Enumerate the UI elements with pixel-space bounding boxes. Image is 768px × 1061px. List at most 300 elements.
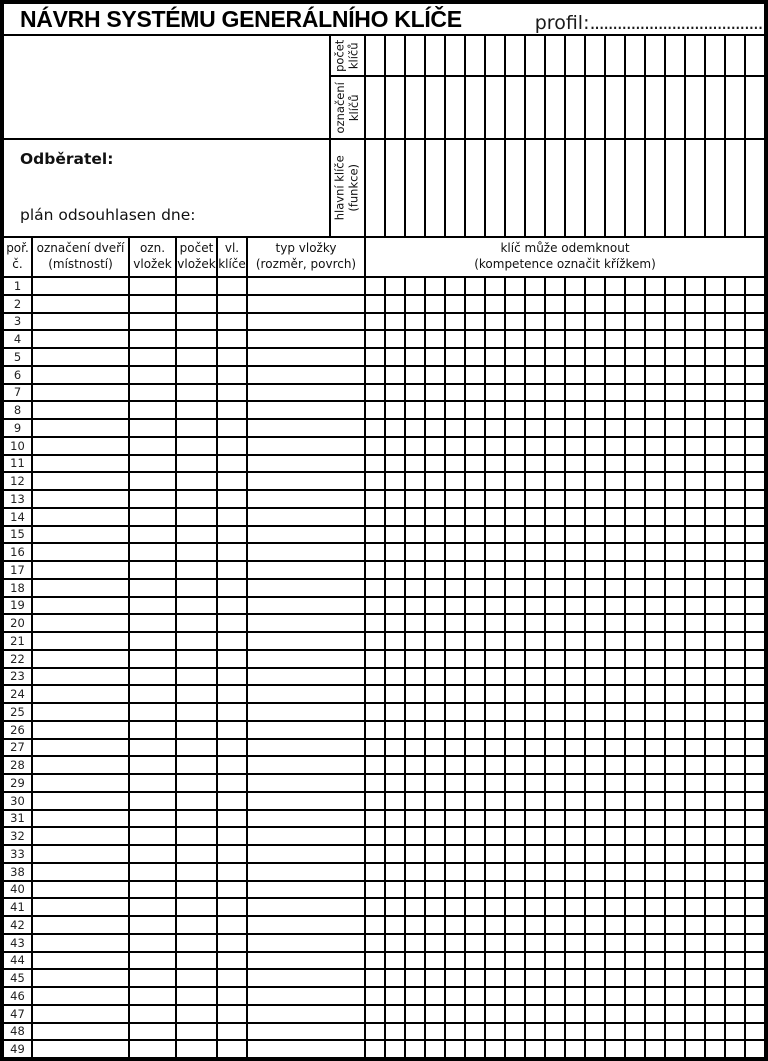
row-cell-poc (177, 935, 218, 951)
key-cell (606, 438, 626, 454)
key-cell (746, 1006, 764, 1022)
key-cell (646, 296, 666, 312)
row-cell-typ (248, 740, 366, 756)
key-cell (486, 473, 506, 489)
row-cell-door (33, 846, 130, 862)
row-cell-vl (218, 385, 248, 401)
key-cell (546, 651, 566, 667)
row-key-cells (366, 314, 764, 330)
key-cell (726, 633, 746, 649)
key-cell (626, 722, 646, 738)
key-cell (726, 828, 746, 844)
key-grid-cell (486, 140, 506, 236)
key-cell (606, 970, 626, 986)
row-cell-poc (177, 686, 218, 702)
row-number: 11 (4, 456, 33, 472)
key-cell (566, 562, 586, 578)
key-cell (626, 278, 646, 294)
key-cell (446, 775, 466, 791)
key-cell (746, 456, 764, 472)
key-cell (386, 527, 406, 543)
row-cell-poc (177, 598, 218, 614)
row-number: 12 (4, 473, 33, 489)
row-cell-door (33, 278, 130, 294)
row-cell-vl (218, 811, 248, 827)
key-grid-cell (546, 77, 566, 138)
row-cell-poc (177, 1024, 218, 1040)
key-cell (506, 420, 526, 436)
key-cell (666, 456, 686, 472)
key-cell (706, 970, 726, 986)
key-cell (706, 917, 726, 933)
key-cell (486, 580, 506, 596)
table-row (4, 864, 764, 882)
row-cell-vl (218, 775, 248, 791)
key-grid-cell (706, 140, 726, 236)
row-cell-ozn (130, 314, 177, 330)
key-cell (486, 1024, 506, 1040)
row-cell-door (33, 420, 130, 436)
row-number: 49 (4, 1041, 33, 1057)
key-cell (506, 278, 526, 294)
key-cell (646, 846, 666, 862)
key-cell (606, 314, 626, 330)
key-cell (506, 882, 526, 898)
row-cell-typ (248, 846, 366, 862)
row-cell-ozn (130, 686, 177, 702)
row-cell-poc (177, 509, 218, 525)
key-cell (646, 669, 666, 685)
key-cell (386, 633, 406, 649)
key-cell (526, 544, 546, 560)
row-key-cells (366, 402, 764, 418)
key-cell (546, 882, 566, 898)
key-cell (606, 686, 626, 702)
row-cell-poc (177, 828, 218, 844)
row-cell-typ (248, 562, 366, 578)
key-cell (366, 296, 386, 312)
key-cell (726, 917, 746, 933)
row-cell-vl (218, 1006, 248, 1022)
key-cell (686, 775, 706, 791)
row-cell-door (33, 899, 130, 915)
key-cell (606, 278, 626, 294)
table-row (4, 1006, 764, 1024)
row-cell-vl (218, 740, 248, 756)
table-row (4, 331, 764, 349)
row-cell-ozn (130, 757, 177, 773)
key-cell (506, 935, 526, 951)
key-cell (486, 296, 506, 312)
key-cell (406, 757, 426, 773)
key-cell (426, 544, 446, 560)
key-cell (606, 1041, 626, 1057)
row-cell-poc (177, 651, 218, 667)
key-cell (626, 402, 646, 418)
key-cell (566, 811, 586, 827)
row-cell-vl (218, 544, 248, 560)
row-cell-ozn (130, 899, 177, 915)
key-cell (526, 1024, 546, 1040)
key-cell (726, 385, 746, 401)
row-cell-vl (218, 757, 248, 773)
table-row (4, 793, 764, 811)
key-grid-cell (446, 140, 466, 236)
key-cell (606, 882, 626, 898)
row-cell-ozn (130, 917, 177, 933)
row-cell-poc (177, 385, 218, 401)
key-cell (666, 278, 686, 294)
row-key-cells (366, 491, 764, 507)
key-grid-cell (406, 140, 426, 236)
key-cell (746, 509, 764, 525)
row-cell-ozn (130, 544, 177, 560)
row-cell-typ (248, 456, 366, 472)
key-cell (426, 562, 446, 578)
key-cell (606, 988, 626, 1004)
key-cell (646, 899, 666, 915)
row-cell-vl (218, 722, 248, 738)
key-cell (726, 811, 746, 827)
row-cell-door (33, 988, 130, 1004)
key-cell (726, 367, 746, 383)
row-key-cells (366, 917, 764, 933)
key-cell (406, 544, 426, 560)
rotated-label-line: označení (332, 81, 347, 134)
key-cell (386, 669, 406, 685)
key-cell (746, 1041, 764, 1057)
row-key-cells (366, 775, 764, 791)
key-cell (366, 633, 386, 649)
key-cell (426, 793, 446, 809)
key-cell (486, 899, 506, 915)
key-cell (706, 509, 726, 525)
key-cell (386, 438, 406, 454)
key-cell (366, 562, 386, 578)
key-cell (706, 473, 726, 489)
key-cell (686, 615, 706, 631)
row-cell-ozn (130, 367, 177, 383)
key-grid-cell (486, 36, 506, 75)
key-cell (526, 864, 546, 880)
key-grid-cell (466, 36, 486, 75)
key-cell (586, 580, 606, 596)
row-cell-vl (218, 331, 248, 347)
key-cell (586, 953, 606, 969)
key-cell (666, 580, 686, 596)
key-cell (566, 438, 586, 454)
key-cell (386, 970, 406, 986)
row-cell-vl (218, 562, 248, 578)
key-cell (446, 793, 466, 809)
key-cell (426, 882, 446, 898)
key-cell (426, 420, 446, 436)
key-cell (506, 970, 526, 986)
key-cell (446, 331, 466, 347)
key-cell (566, 615, 586, 631)
table-row (4, 882, 764, 900)
key-cell (706, 598, 726, 614)
key-cell (646, 331, 666, 347)
key-cell (386, 740, 406, 756)
key-cell (426, 385, 446, 401)
key-cell (706, 438, 726, 454)
table-row (4, 456, 764, 474)
key-cell (606, 491, 626, 507)
row-cell-ozn (130, 385, 177, 401)
key-cell (666, 314, 686, 330)
key-cell (666, 899, 686, 915)
key-cell (466, 828, 486, 844)
key-grid-cell (746, 140, 764, 236)
row-cell-door (33, 314, 130, 330)
key-cell (386, 278, 406, 294)
key-cell (366, 402, 386, 418)
key-cell (726, 935, 746, 951)
row-key-cells (366, 811, 764, 827)
key-cell (726, 473, 746, 489)
rotated-label-pocet-klicu (331, 36, 364, 77)
key-cell (466, 544, 486, 560)
key-cell (606, 633, 626, 649)
key-cell (446, 970, 466, 986)
key-cell (666, 544, 686, 560)
row-cell-poc (177, 899, 218, 915)
key-cell (666, 722, 686, 738)
row-cell-vl (218, 438, 248, 454)
row-cell-door (33, 633, 130, 649)
row-key-cells (366, 686, 764, 702)
row-key-cells (366, 864, 764, 880)
key-cell (746, 296, 764, 312)
key-cell (386, 757, 406, 773)
key-cell (566, 988, 586, 1004)
key-cell (586, 491, 606, 507)
row-cell-door (33, 331, 130, 347)
key-grid-cell (446, 77, 466, 138)
key-cell (366, 349, 386, 365)
key-cell (626, 882, 646, 898)
key-cell (726, 988, 746, 1004)
key-cell (546, 367, 566, 383)
row-cell-door (33, 669, 130, 685)
key-cell (726, 970, 746, 986)
table-row (4, 438, 764, 456)
key-cell (566, 899, 586, 915)
key-cell (666, 615, 686, 631)
key-cell (746, 686, 764, 702)
key-cell (426, 580, 446, 596)
key-cell (626, 988, 646, 1004)
row-cell-door (33, 615, 130, 631)
table-row (4, 367, 764, 385)
key-cell (386, 615, 406, 631)
key-grid-cell (406, 77, 426, 138)
row-cell-vl (218, 456, 248, 472)
table-row (4, 1041, 764, 1057)
profil-label: profil: (534, 12, 590, 34)
row-number: 43 (4, 935, 33, 951)
row-cell-door (33, 882, 130, 898)
row-cell-door (33, 811, 130, 827)
table-row (4, 544, 764, 562)
key-cell (486, 385, 506, 401)
key-cell (666, 385, 686, 401)
key-cell (546, 740, 566, 756)
key-cell (706, 811, 726, 827)
key-cell (386, 1041, 406, 1057)
row-cell-ozn (130, 722, 177, 738)
key-cell (406, 473, 426, 489)
row-cell-vl (218, 402, 248, 418)
key-cell (386, 846, 406, 862)
key-cell (526, 385, 546, 401)
header-ozn-vlozek: ozn. vložek (130, 238, 177, 276)
key-grid-cell (706, 36, 726, 75)
key-cell (666, 473, 686, 489)
key-cell (446, 722, 466, 738)
key-cell (646, 456, 666, 472)
row-cell-poc (177, 882, 218, 898)
key-cell (466, 562, 486, 578)
row-cell-poc (177, 402, 218, 418)
key-grid-cell (406, 36, 426, 75)
key-grid-row (366, 77, 764, 140)
key-cell (386, 598, 406, 614)
key-cell (606, 846, 626, 862)
key-cell (466, 669, 486, 685)
key-cell (726, 562, 746, 578)
key-cell (646, 544, 666, 560)
key-cell (686, 935, 706, 951)
key-cell (546, 704, 566, 720)
key-cell (506, 367, 526, 383)
key-grid-cell (586, 77, 606, 138)
row-cell-door (33, 651, 130, 667)
row-cell-door (33, 349, 130, 365)
key-cell (486, 278, 506, 294)
row-cell-vl (218, 988, 248, 1004)
row-cell-poc (177, 615, 218, 631)
key-cell (706, 864, 726, 880)
key-cell (406, 970, 426, 986)
key-cell (426, 456, 446, 472)
key-cell (466, 296, 486, 312)
key-cell (746, 278, 764, 294)
row-cell-poc (177, 740, 218, 756)
key-cell (686, 988, 706, 1004)
row-number: 46 (4, 988, 33, 1004)
key-cell (486, 438, 506, 454)
row-cell-typ (248, 438, 366, 454)
key-cell (566, 296, 586, 312)
row-cell-poc (177, 704, 218, 720)
table-body (4, 278, 764, 1057)
key-cell (686, 828, 706, 844)
key-cell (386, 314, 406, 330)
row-cell-ozn (130, 1041, 177, 1057)
row-cell-vl (218, 278, 248, 294)
title-row (4, 4, 764, 36)
key-cell (386, 686, 406, 702)
key-grid-cell (386, 77, 406, 138)
key-cell (606, 544, 626, 560)
row-cell-door (33, 402, 130, 418)
row-cell-vl (218, 899, 248, 915)
row-key-cells (366, 953, 764, 969)
key-cell (686, 1024, 706, 1040)
key-cell (586, 988, 606, 1004)
table-row (4, 509, 764, 527)
key-cell (686, 953, 706, 969)
key-cell (586, 811, 606, 827)
key-cell (706, 757, 726, 773)
key-cell (546, 722, 566, 738)
key-cell (746, 420, 764, 436)
key-cell (446, 811, 466, 827)
row-key-cells (366, 385, 764, 401)
key-cell (666, 349, 686, 365)
row-cell-door (33, 686, 130, 702)
key-cell (506, 491, 526, 507)
key-cell (526, 456, 546, 472)
row-cell-typ (248, 828, 366, 844)
key-cell (586, 367, 606, 383)
key-cell (666, 775, 686, 791)
key-cell (586, 686, 606, 702)
key-cell (426, 314, 446, 330)
key-cell (446, 278, 466, 294)
key-cell (446, 402, 466, 418)
key-grid-cell (526, 36, 546, 75)
key-cell (526, 882, 546, 898)
key-cell (606, 917, 626, 933)
key-cell (406, 935, 426, 951)
key-cell (506, 544, 526, 560)
row-cell-ozn (130, 278, 177, 294)
key-cell (466, 988, 486, 1004)
key-cell (386, 988, 406, 1004)
key-cell (666, 704, 686, 720)
row-cell-vl (218, 704, 248, 720)
row-cell-door (33, 385, 130, 401)
row-number: 29 (4, 775, 33, 791)
key-cell (586, 633, 606, 649)
row-cell-door (33, 544, 130, 560)
key-cell (406, 314, 426, 330)
key-grid-cell (526, 140, 546, 236)
key-cell (666, 402, 686, 418)
header-typ-vlozky: typ vložky (rozměr, povrch) (248, 238, 366, 276)
key-cell (566, 917, 586, 933)
key-cell (746, 615, 764, 631)
row-cell-typ (248, 793, 366, 809)
top-key-grid (366, 36, 764, 236)
key-cell (646, 278, 666, 294)
row-cell-ozn (130, 775, 177, 791)
row-cell-poc (177, 580, 218, 596)
key-cell (526, 740, 546, 756)
key-grid-cell (546, 140, 566, 236)
row-number: 42 (4, 917, 33, 933)
key-cell (446, 633, 466, 649)
key-cell (506, 1024, 526, 1040)
key-cell (686, 491, 706, 507)
key-cell (566, 314, 586, 330)
row-cell-door (33, 438, 130, 454)
key-cell (406, 580, 426, 596)
row-key-cells (366, 1041, 764, 1057)
